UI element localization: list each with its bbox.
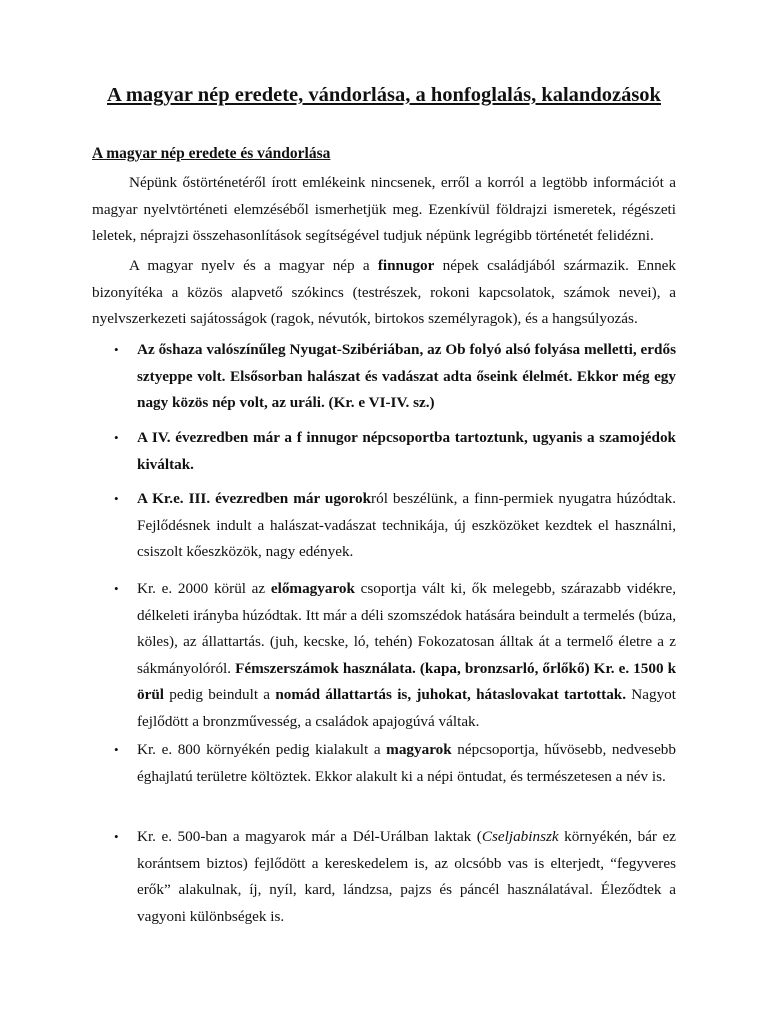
intro-paragraph: Népünk őstörténetéről írott emlékeink nincsenek, erről a korról a legtöbb információt a magyar nyelvtörténeti elemzéséből ismerhetjük meg. Ezenkívül földrajzi ismeretek, régészeti leletek, néprajzi összehasonlítások segítségével tudjuk népünk legrégibb történetét felidézni.: [92, 174, 676, 244]
bullet-symbol: •: [114, 829, 119, 844]
list-item: [114, 576, 677, 735]
list-item: [114, 737, 676, 790]
item-text: Kr. e. 2000 körül az: [137, 580, 271, 597]
item-text: Nagyot fejlődött a bronzművesség, a családok apajogúvá váltak.: [137, 686, 676, 730]
paragraph-text: A magyar nyelv és a magyar nép a: [129, 257, 378, 274]
item-bold-text: A IV. évezredben már a f innugor népcsoportba tartoztunk, ugyanis a szamojédok kiváltak.: [137, 429, 676, 473]
item-bold-text: nomád állattartás is, juhokat, hátaslovakat tartottak.: [275, 686, 627, 703]
document-title: A magyar nép eredete, vándorlása, a honfoglalás, kalandozások: [107, 84, 661, 106]
paragraph-text: népek családjából származik. Ennek bizonyítéka a közös alapvető szókincs (testrészek, rokoni kapcsolatok, számok nevei), a nyelvszerkezeti sajátosságok (ragok, névutók, birtokos személyragok), és a hangsúlyozás.: [92, 257, 677, 327]
item-bold-text: Az őshaza valószínűleg Nyugat-Szibériában, az Ob folyó alsó folyása melletti, erdős sztyeppe volt. Elsősorban halászat és vadászat adta őseink élelmét. Ekkor még egy nagy közös nép volt, az uráli. (Kr. e VI-IV. sz.): [137, 341, 676, 411]
item-bold-text: Fémszerszámok használata. (kapa, bronzsarló, őrlőkő) Kr. e. 1500 k örül: [137, 659, 677, 703]
item-text: pedig beindult a: [164, 686, 276, 703]
bullet-symbol: •: [114, 491, 119, 506]
item-text: népcsoportja, hűvösebb, nedvesebb éghajlatú területre költöztek. Ekkor alakult ki a népi öntudat, és természetesen a név is.: [137, 741, 676, 785]
item-italic-text: Cseljabinszk: [481, 828, 559, 845]
list-item: [114, 337, 676, 417]
item-text: csoportja vált ki, ők melegebb, szárazabb vidékre, délkeleti irányba húzódtak. Itt már a déli szomszédok hatására beindult a termelés (búza, köles), az állattartás. (juh, kecske, ló, tehén) Fokozatosan álltak át a termelő életre a z sákmányolóról.: [137, 580, 677, 677]
section-title: A magyar nép eredete és vándorlása: [92, 145, 331, 162]
list-item: [114, 486, 676, 566]
list-item: [114, 824, 676, 930]
item-bold-text: előmagyarok: [270, 580, 355, 597]
paragraph-bold-term: finnugor: [377, 257, 435, 274]
item-text: környékén, bár ez korántsem biztos) fejlődött a kereskedelem is, az olcsóbb vas is elterjedt, “fegyveres erők” alakulnak, íj, nyíl, kard, lándzsa, pajzs és páncél használatával. Éleződtek a vagyoni különbségek is.: [137, 828, 676, 925]
bullet-symbol: •: [114, 581, 119, 596]
origin-paragraph: [92, 253, 676, 333]
item-text: Kr. e. 500-ban a magyarok már a Dél-Urálban laktak (: [137, 828, 482, 845]
item-bold-text: A Kr.e. III. évezredben már ugorok: [137, 490, 372, 507]
item-text: Kr. e. 800 környékén pedig kialakult a: [137, 741, 387, 758]
bullet-symbol: •: [114, 430, 119, 445]
list-item: [114, 425, 676, 478]
item-bold-text: magyarok: [386, 741, 452, 758]
bullet-symbol: •: [114, 342, 119, 357]
item-text: ról beszélünk, a finn-permiek nyugatra húzódtak. Fejlődésnek indult a halászat-vadászat technikája, új eszközöket kezdtek el használni, csiszolt kőeszközök, nagy edények.: [137, 490, 676, 560]
bullet-symbol: •: [114, 742, 119, 757]
